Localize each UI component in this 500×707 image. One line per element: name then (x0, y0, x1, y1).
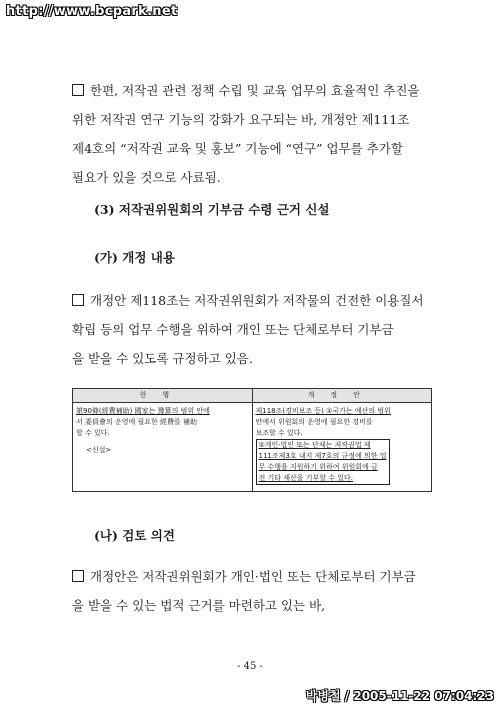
author-timestamp-stamp: 박병철 / 2005-11-22 07:04:23 (305, 689, 494, 703)
cell-current: 第90條(經費補助) 國家는 豫算의 범위 안에 서 委員會의 운영에 필요한 經費를 補助 할 수 있다. <신설> (73, 403, 253, 492)
paragraph-research-function: 한편, 저작권 관련 정책 수립 및 교육 업무의 효율적인 추진을 위한 저작권 연구 기능의 강화가 요구되는 바, 개정안 제111조 제4호의 “저작권 교육 및 홍보” 기능에 “연구” 업무를 추가할 필요가 있을 것으로 사료됨. (72, 83, 420, 185)
watermark-url: http://www.bcpark.net (6, 4, 178, 19)
section-heading-donation: (3) 저작권위원회의 기부금 수령 근거 신설 (94, 202, 330, 217)
cell-proposed: 제118조(경비보조 등) ①국가는 예산의 범위 안에서 위원회의 운영에 필요한 경비를 보조할 수 있다. ②개인·법인 또는 단체는 저작권법 제 111조제3호 내지 제7호의 규정에 의한 업 무 수행을 지원하기 위하여 위원회에 금 전 기타 재산을 기부할 수 있다. (252, 403, 432, 492)
header-proposed: 개정안 (252, 389, 432, 403)
checkbox-bullet-icon (72, 84, 84, 96)
header-current: 현행 (73, 389, 253, 403)
page-number: - 45 - (237, 661, 263, 672)
new-clause-box: ②개인·법인 또는 단체는 저작권법 제 111조제3호 내지 제7호의 규정에 의한 업 무 수행을 지원하기 위하여 위원회에 금 전 기타 재산을 기부할 수 있다. (256, 439, 390, 485)
subheading-amendment: (가) 개정 내용 (94, 250, 175, 265)
checkbox-bullet-icon (72, 294, 84, 306)
checkbox-bullet-icon (72, 570, 84, 582)
comparison-table (72, 388, 432, 492)
subheading-review: (나) 검토 의견 (94, 528, 175, 543)
paragraph-article-118: 개정안 제118조는 저작권위원회가 저작물의 건전한 이용질서 확립 등의 업무 수행을 위하여 개인 또는 단체로부터 기부금 을 받을 수 있도록 규정하고 있음. (72, 293, 424, 366)
paragraph-review-opinion: 개정안은 저작권위원회가 개인·법인 또는 단체로부터 기부금 을 받을 수 있는 법적 근거를 마련하고 있는 바, (72, 569, 416, 613)
